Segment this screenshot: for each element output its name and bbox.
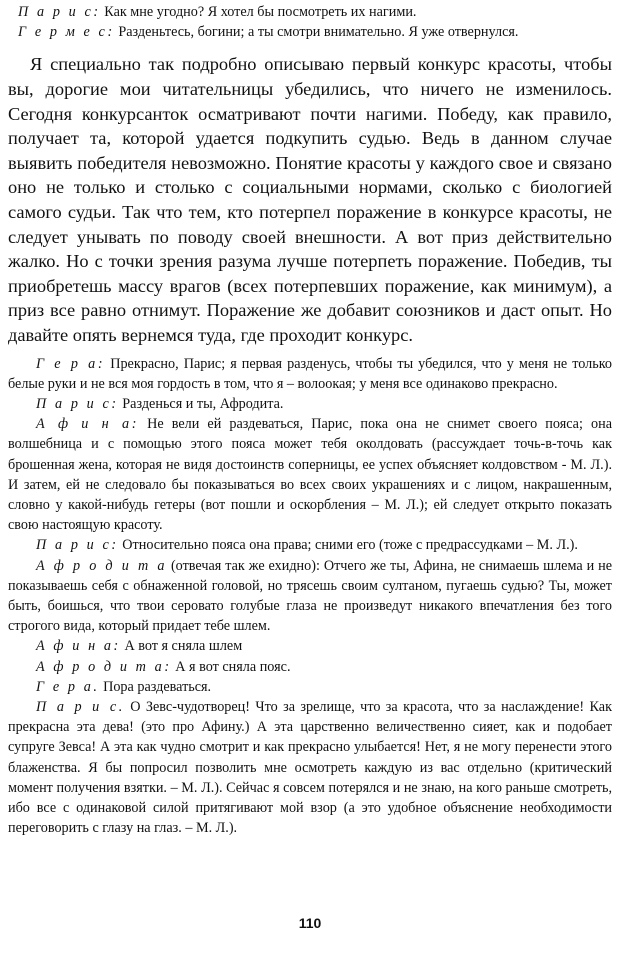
speaker-name: Г е р а. bbox=[36, 678, 100, 695]
speaker-name: П а р и с: bbox=[36, 395, 119, 412]
dialogue-text: А вот я сняла шлем bbox=[120, 638, 243, 655]
speaker-name: А ф р о д и т а bbox=[36, 557, 168, 574]
speaker-name: А ф и н а: bbox=[36, 416, 140, 433]
speaker-name: Г е р а: bbox=[36, 355, 106, 372]
dialogue-line-paris-1 bbox=[8, 2, 612, 22]
dialogue-text: Как мне угодно? Я хотел бы посмотреть их нагими. bbox=[100, 4, 417, 20]
dialogue-text: Разденьтесь, богини; а ты смотри внимательно. Я уже отвернулся. bbox=[114, 24, 519, 41]
speaker-name: П а р и с. bbox=[36, 698, 125, 715]
speaker-name: П а р и с: bbox=[36, 537, 119, 554]
dialogue-line-aphrodite-2 bbox=[8, 657, 612, 677]
author-commentary: Я специально так подробно описываю первый конкурс красоты, чтобы вы, дорогие мои читательницы убедились, что ничего не изменилось. Сегодня конкурсанток осматривают почти нагими. Победу, как правило, получает та, которой удается подкупить судью. Ведь в данном случае выявить победителя невозможно. Понятие красоты у каждого свое и связано оно не только и столько с социальными нормами, сколько с биологией самого судьи. Так что тем, кто потерпел поражение в конкурсе красоты, не следует унывать по поводу своей внешности. А вот приз действительно жалко. Но с точки зрения разума лучше потерпеть поражение. Победив, ты приобретешь массу врагов (всех потерпевших поражение, как минимум), а приз все равно отнимут. Поражение же добавит союзников и даст опыт. Но давайте опять вернемся туда, где проходит конкурс. bbox=[8, 54, 612, 345]
speaker-name: А ф р о д и т а: bbox=[36, 658, 172, 675]
dialogue-line-hera-1 bbox=[8, 354, 612, 394]
dialogue-line-hermes bbox=[8, 22, 612, 42]
dialogue-text: Не вели ей раздеваться, Парис, пока она не снимет своего пояса; она волшебница и с помощью этого пояса может тебя околдовать (рассуждает точь-в-точь как брошенная жена, которая не видя достоинств соперницы, ее успех объясняет колдовством - М. Л.). И затем, ей не следовало бы показываться во всех своих украшениях и с лицом, накрашенным, словно у какой-нибудь гетеры (вот пошли и оскорбления – М. Л.); ей следует открыто показать свою настоящую красоту. bbox=[8, 416, 612, 534]
page-number: 110 bbox=[298, 915, 322, 931]
dialogue-text: (отвечая так же ехидно): Отчего же ты, Афина, не снимаешь шлема и не показываешь себя с обнаженной головой, но трясешь своим султаном, пугаешь судью? Ты, может быть, боишься, что твои серовато голубые глаза не произведут никакого впечатления без того строгого вида, который придает тебе шлем. bbox=[8, 557, 612, 635]
speaker-name: А ф и н а: bbox=[36, 638, 121, 655]
dialogue-line-hera-2 bbox=[8, 677, 612, 697]
dialogue-line-athena-2 bbox=[8, 636, 612, 656]
dialogue-text: А я вот сняла пояс. bbox=[171, 658, 291, 675]
dialogue-text: Разденься и ты, Афродита. bbox=[118, 395, 284, 412]
dialogue-text: Пора раздеваться. bbox=[99, 678, 212, 695]
dialogue-line-paris-3 bbox=[8, 535, 612, 555]
dialogue-text: Прекрасно, Парис; я первая разденусь, чтобы ты убедился, что у меня не только белые руки и не вся моя гордость в том, что я – волоокая; у меня все одинаково прекрасно. bbox=[8, 355, 612, 392]
speaker-name: П а р и с: bbox=[18, 4, 101, 20]
dialogue-text: О Зевс-чудотворец! Что за зрелище, что за красота, что за наслаждение! Как прекрасна эта дева! (это про Афину.) А эта царственно величественно сияет, как и подобает супруге Зевса! А эта как чудно смотрит и как прекрасно улыбается! Нет, я не могу перенести этого блаженства. Я бы попросил позволить мне осмотреть каждую из вас отдельно (критический момент получения взятки. – М. Л.). Сейчас я совсем потерялся и не знаю, на кого раньше смотреть, ибо все с одинаковой силой притягивают мой взор (а это удобное объяснение необходимости переговорить с глазу на глаз. – М. Л.). bbox=[8, 698, 612, 837]
dialogue-line-paris-4 bbox=[8, 697, 612, 838]
speaker-name: Г е р м е с: bbox=[18, 24, 115, 41]
dialogue-line-aphrodite-1 bbox=[8, 556, 612, 637]
dialogue-line-athena-1 bbox=[8, 414, 612, 535]
dialogue-text: Относительно пояса она права; сними его (тоже с предрассудками – М. Л.). bbox=[118, 537, 578, 554]
dialogue-line-paris-2 bbox=[8, 394, 612, 414]
